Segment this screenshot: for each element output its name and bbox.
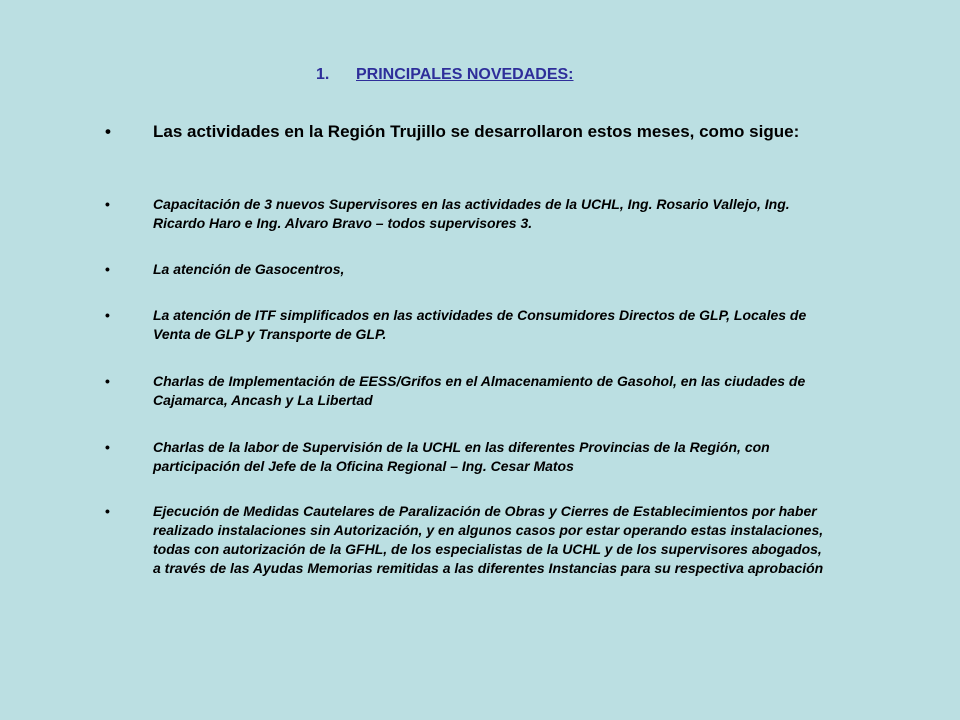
intro-text: Las actividades en la Región Trujillo se desarrollaron estos meses, como sigue: (153, 122, 800, 141)
list-item-text: La atención de ITF simplificados en las actividades de Consumidores Directos de GLP, Locales de Venta de GLP y Transporte de GLP. (153, 307, 807, 342)
list-item-text: La atención de Gasocentros, (153, 261, 345, 277)
bullet-icon: • (105, 122, 111, 141)
list-item (105, 438, 825, 476)
bullet-icon: • (105, 503, 110, 519)
list-item (105, 502, 825, 578)
list-item (105, 195, 825, 233)
section-number: 1. (316, 66, 330, 83)
list-item-text: Charlas de la labor de Supervisión de la UCHL en las diferentes Provincias de la Región, con participación del Jefe de la Oficina Regional – Ing. Cesar Matos (153, 439, 770, 474)
bullet-icon: • (105, 439, 110, 455)
list-item (105, 260, 825, 279)
bullet-icon: • (105, 196, 110, 212)
bullet-icon: • (105, 373, 110, 389)
section-heading (316, 66, 574, 84)
list-item-text: Charlas de Implementación de EESS/Grifos en el Almacenamiento de Gasohol, en las ciudades de Cajamarca, Ancash y La Libertad (153, 373, 806, 408)
bullet-icon: • (105, 307, 110, 323)
list-item-text: Ejecución de Medidas Cautelares de Paralización de Obras y Cierres de Establecimientos por haber realizado instalaciones sin Autorización, y en algunos casos por estar operando estas instalaciones, todas con autorización de la GFHL, de los especialistas de la UCHL y de los supervisores abogados, a través de las Ayudas Memorias remitidas a las diferentes Instancias para su respectiva aprobación (153, 503, 824, 576)
bullet-icon: • (105, 261, 110, 277)
list-item-text: Capacitación de 3 nuevos Supervisores en las actividades de la UCHL, Ing. Rosario Vallejo, Ing. Ricardo Haro e Ing. Alvaro Bravo – todos supervisores 3. (153, 196, 790, 231)
intro-paragraph (105, 121, 825, 143)
list-item (105, 306, 825, 344)
section-title: PRINCIPALES NOVEDADES: (356, 66, 574, 83)
list-item (105, 372, 825, 410)
